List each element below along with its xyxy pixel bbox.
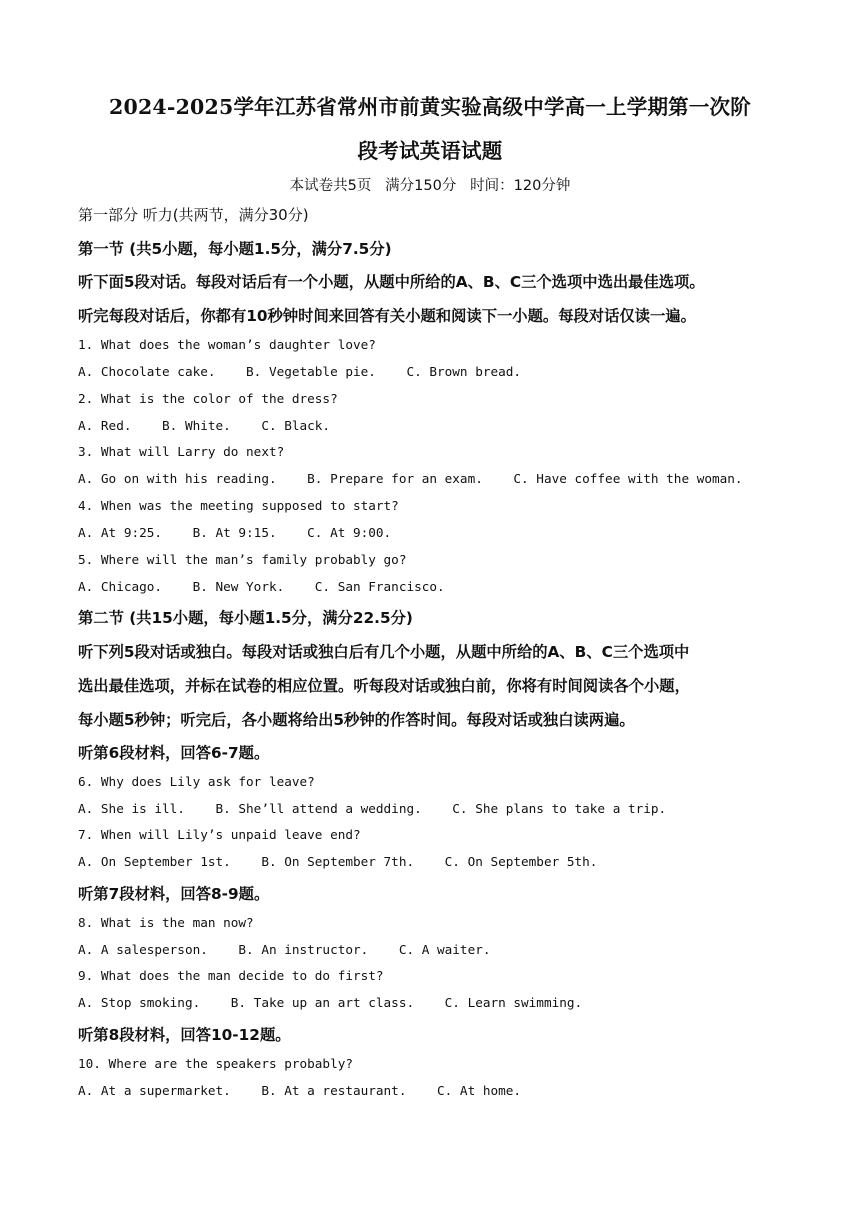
section-instructions: 每小题5秒钟；听完后，各小题将给出5秒钟的作答时间。每段对话或独白读两遍。 [78,711,635,729]
material-label: 听第8段材料，回答10-12题。 [78,1026,291,1044]
section-instructions: 选出最佳选项，并标在试卷的相应位置。听每段对话或独白前，你将有时间阅读各个小题， [78,677,690,695]
section-heading: 第二节 (共15小题，每小题1.5分，满分22.5分) [78,609,413,627]
question-options: A. She is ill. B. She’ll attend a wedding. C. She plans to take a trip. [78,801,667,816]
question-stem: 1. What does the woman’s daughter love? [78,337,376,352]
material-label: 听第7段材料，回答8-9题。 [78,885,270,903]
section-instructions: 听完每段对话后，你都有10秒钟时间来回答有关小题和阅读下一小题。每段对话仅读一遍。 [78,307,696,325]
question-stem: 3. What will Larry do next? [78,444,285,459]
question-stem: 4. When was the meeting supposed to start? [78,498,399,513]
question-options: A. Stop smoking. B. Take up an art class. C. Learn swimming. [78,995,583,1010]
question-options: A. A salesperson. B. An instructor. C. A waiter. [78,942,491,957]
question-options: A. Go on with his reading. B. Prepare for an exam. C. Have coffee with the woman. [78,471,743,486]
exam-title-line-2: 段考试英语试题 [357,139,503,163]
question-options: A. Red. B. White. C. Black. [78,418,331,433]
question-stem: 5. Where will the man’s family probably go? [78,552,407,567]
question-options: A. Chocolate cake. B. Vegetable pie. C. Brown bread. [78,364,522,379]
question-options: A. At 9:25. B. At 9:15. C. At 9:00. [78,525,392,540]
question-options: A. At a supermarket. B. At a restaurant. C. At home. [78,1083,522,1098]
question-stem: 7. When will Lily’s unpaid leave end? [78,827,361,842]
exam-title-line-1: 2024-2025学年江苏省常州市前黄实验高级中学高一上学期第一次阶 [109,95,751,119]
question-stem: 9. What does the man decide to do first? [78,968,384,983]
question-stem: 8. What is the man now? [78,915,254,930]
exam-info: 本试卷共5页 满分150分 时间：120分钟 [289,178,571,194]
question-stem: 2. What is the color of the dress? [78,391,338,406]
section-heading: 第一节 (共5小题，每小题1.5分，满分7.5分) [78,240,392,258]
question-options: A. Chicago. B. New York. C. San Francisco. [78,579,445,594]
question-stem: 6. Why does Lily ask for leave? [78,774,315,789]
material-label: 听第6段材料，回答6-7题。 [78,744,270,762]
section-instructions: 听下列5段对话或独白。每段对话或独白后有几个小题，从题中所给的A、B、C三个选项中 [78,643,690,661]
question-stem: 10. Where are the speakers probably? [78,1056,353,1071]
section-instructions: 听下面5段对话。每段对话后有一个小题，从题中所给的A、B、C三个选项中选出最佳选项。 [78,273,705,291]
question-options: A. On September 1st. B. On September 7th. C. On September 5th. [78,854,598,869]
part-heading: 第一部分 听力(共两节，满分30分) [78,206,309,224]
